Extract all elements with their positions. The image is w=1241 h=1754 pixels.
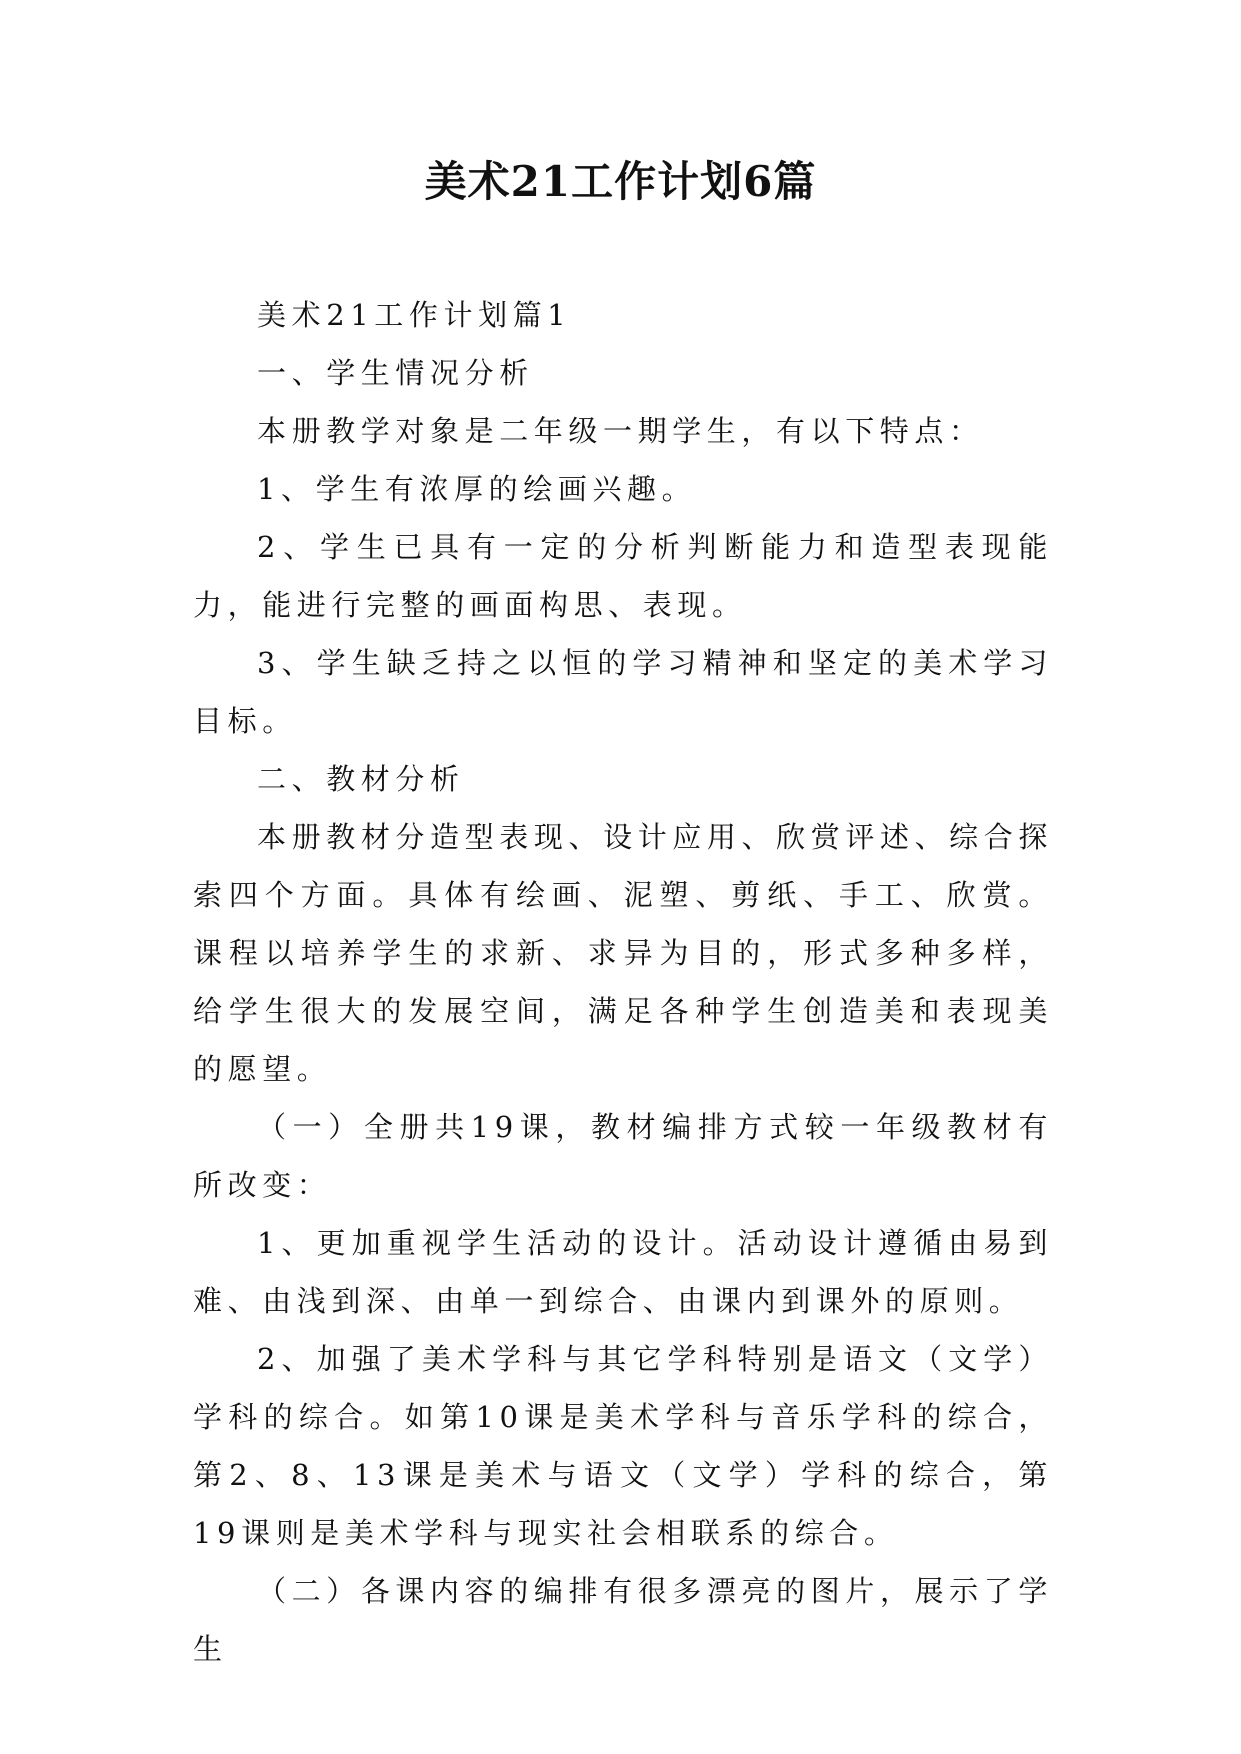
section-heading: 二、教材分析 xyxy=(257,762,465,796)
document-title: 美术21工作计划6篇 xyxy=(424,157,817,206)
paragraph: 本册教学对象是二年级一期学生，有以下特点： xyxy=(257,414,984,448)
paragraph: 2、加强了美术学科与其它学科特别是语文（文学）学科的综合。如第10课是美术学科与音乐学科的综合，第2、8、13课是美术与语文（文学）学科的综合，第19课则是美术学科与现实社会相联系的综合。 xyxy=(193,1342,1053,1550)
document-body xyxy=(193,286,1053,1678)
paragraph: （一）全册共19课，教材编排方式较一年级教材有所改变： xyxy=(193,1110,1053,1202)
paragraph: 3、学生缺乏持之以恒的学习精神和坚定的美术学习目标。 xyxy=(193,646,1053,738)
paragraph: 1、学生有浓厚的绘画兴趣。 xyxy=(257,472,697,506)
section-heading: 一、学生情况分析 xyxy=(257,356,534,390)
paragraph: （二）各课内容的编排有很多漂亮的图片，展示了学生 xyxy=(193,1574,1053,1666)
paragraph: 本册教材分造型表现、设计应用、欣赏评述、综合探索四个方面。具体有绘画、泥塑、剪纸、手工、欣赏。课程以培养学生的求新、求异为目的，形式多种多样，给学生很大的发展空间，满足各种学生创造美和表现美的愿望。 xyxy=(193,820,1053,1086)
paragraph: 2、学生已具有一定的分析判断能力和造型表现能力，能进行完整的画面构思、表现。 xyxy=(193,530,1053,622)
paragraph: 1、更加重视学生活动的设计。活动设计遵循由易到难、由浅到深、由单一到综合、由课内到课外的原则。 xyxy=(193,1226,1053,1318)
section-heading: 美术21工作计划篇1 xyxy=(257,298,572,332)
